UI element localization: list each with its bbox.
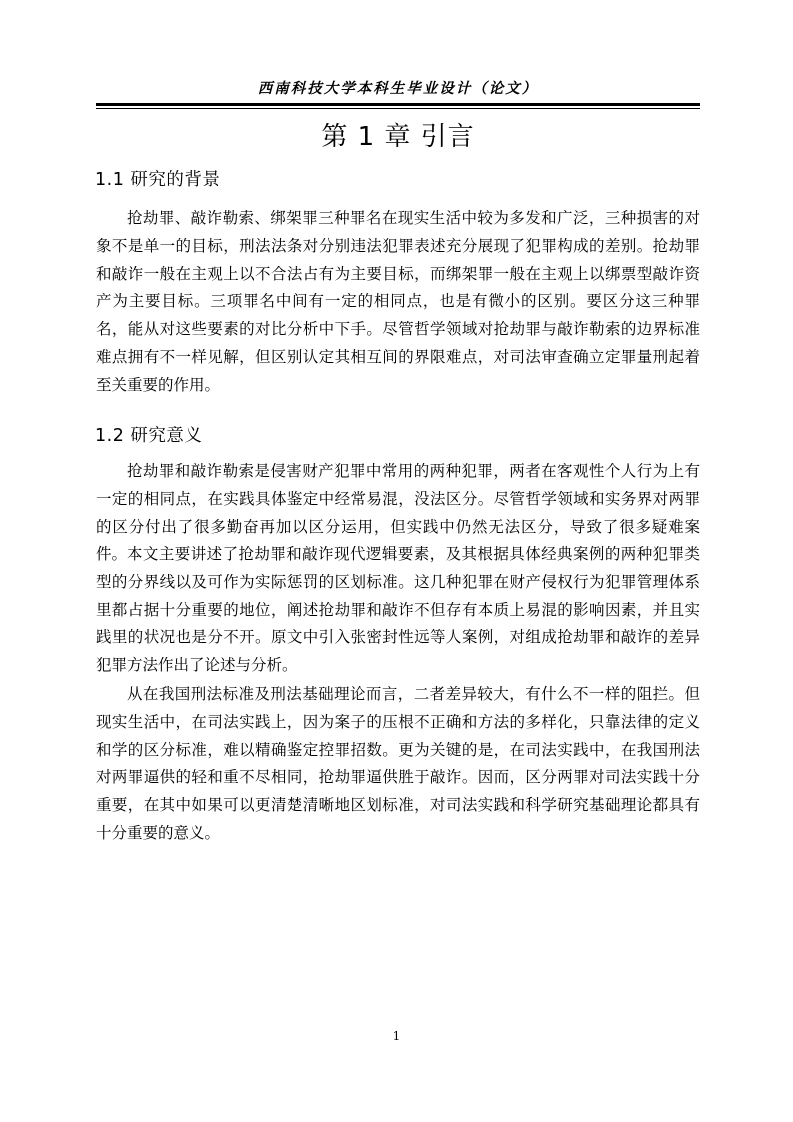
running-header: 西南科技大学本科生毕业设计（论文） [257, 80, 539, 97]
paragraph-significance-3: 从在我国刑法标准及刑法基础理论而言，二者差异较大，有什么不一样的阻拦。但现实生活中，在司法实践上，因为案子的压根不正确和方法的多样化，只靠法律的定义和学的区分标准，难以精确鉴定控罪招数。更为关键的是，在司法实践中，在我国刑法对两罪逼供的轻和重不尽相同，抢劫罪逼供胜于敲诈。因而，区分两罪对司法实践十分重要，在其中如果可以更清楚清晰地区划标准，对司法实践和科学研究基础理论都具有十分重要的意义。 [96, 685, 700, 842]
paragraph-significance-2: 本文主要讲述了抢劫罪和敲诈现代逻辑要素，及其根据具体经典案例的两种犯罪类型的分界线以及可作为实际惩罚的区划标准。这几种犯罪在财产侵权行为犯罪管理体系里都占据十分重要的地位，阐述抢劫罪和敲诈不但存有本质上易混的影响因素，并且实践里的状况也是分不开。原文中引入张密封性远等人案例，对组成抢劫罪和敲诈的差异犯罪方法作出了论述与分析。 [96, 545, 700, 675]
paragraph-background: 抢劫罪、敲诈勒索、绑架罪三种罪名在现实生活中较为多发和广泛，三种损害的对象不是单一的目标，刑法法条对分别违法犯罪表述充分展现了犯罪构成的差别。抢劫罪和敲诈一般在主观上以不合法占有为主要目标，而绑架罪一般在主观上以绑票型敲诈资产为主要目标。三项罪名中间有一定的相同点，也是有微小的区别。要区分这三种罪名，能从对这些要素的对比分析中下手。尽管哲学领域对抢劫罪与敲诈勒索的边界标准难点拥有不一样见解，但区别认定其相互间的界限难点，对司法审查确立定罪量刑起着至关重要的作用。 [96, 209, 700, 394]
section-heading-background: 1.1 研究的背景 [95, 170, 221, 190]
chapter-title: 第 1 章 引言 [321, 122, 475, 152]
header-rule-thin [96, 108, 700, 109]
section-heading-significance: 1.2 研究意义 [95, 426, 203, 446]
page-number: 1 [392, 1029, 401, 1043]
paragraph-significance-1: 抢劫罪和敲诈勒索是侵害财产犯罪中常用的两种犯罪，两者在客观性个人行为上有一定的相同点，在实践具体鉴定中经常易混，没法区分。尽管哲学领域和实务界对两罪的区分付出了很多勤奋再加以区分运用，但实践中仍然无法区分，导致了很多疑难案件。 [96, 462, 700, 564]
header-rule-thick [96, 103, 700, 106]
